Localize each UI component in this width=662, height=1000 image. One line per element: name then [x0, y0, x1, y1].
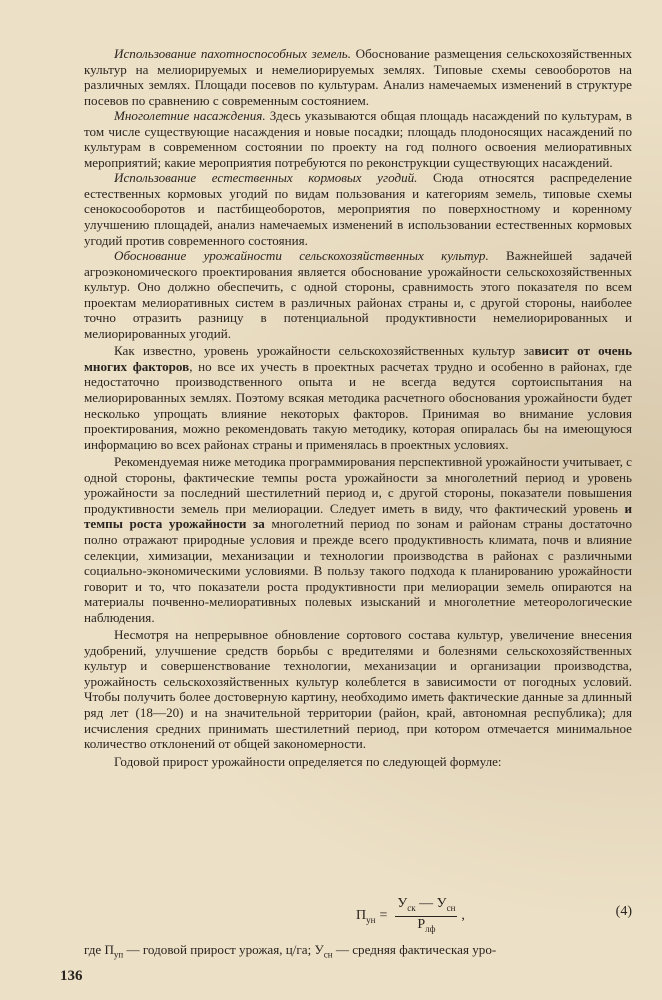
paragraph-body: Здесь указываются общая площадь насаждений по культурам, в том числе существующие насаждения и новые посадки; площадь плодоносящих насаждений по культурам в современном состоянии по проекту на год полного освоения мелиоративных мероприятий; какие мероприятия потребуются по реконструкции существующих насаждений.: [84, 108, 633, 170]
page-number: 136: [60, 968, 83, 984]
paragraph-body: многолетний период по зонам и районам страны достаточно полно отражают природные условия и прежде всего продуктивность климата, почв и влияние селекции, химизации, механизации и технологии производства в районах с различными социально-экономическими условиями. В пользу такого подхода к планированию урожайности говорит и то, что показатели роста продуктивности при мелиорации земель опираются на материалы почвенно-мелиоративных полевых изысканий и многолетние метеорологические наблюдения.: [84, 516, 632, 625]
paragraph-bold: висит от очень многих факторов: [84, 343, 632, 374]
paragraph-pre: Рекомендуемая ниже методика программирования перспективной урожайности учитывает, с одной стороны, фактические темпы роста урожайности за многолетний период и уровень урожайности за последний шестилетний период и, с другой стороны, показатели повышения продуктивности земель при мелиорации. Следует иметь в виду, что фактический уровень: [84, 454, 632, 516]
formula-comma: ,: [461, 908, 465, 924]
paragraph-body: Несмотря на непрерывное обновление сортового состава культур, увеличение внесения удобрений, улучшение средств борьбы с вредителями и болезнями сельскохозяйственных культур и совершенствование технологии, механизации и организации производства, урожайность сельскохозяйственных культур колеблется в зависимости от погодных условий. Чтобы получить более достоверную картину, необходимо иметь фактические данные за длинный ряд лет (18—20) и на значительной территории (район, край, автономная республика); для исчисления средних принимать шестилетний период, при котором отмечается минимальное количество отклонений от общей закономерности.: [84, 627, 632, 752]
paragraph-lead: Многолетние насаждения.: [114, 108, 266, 124]
paragraph-forage: [84, 170, 632, 248]
formula-equals: =: [379, 908, 388, 924]
paragraph-bold: и темпы роста урожайности за: [84, 500, 632, 532]
paragraph-body: Годовой прирост урожайности определяется по следующей формуле:: [114, 753, 502, 769]
body-text: [84, 46, 632, 769]
paragraph-pre: Как известно, уровень урожайности сельскохозяйственных культур за: [114, 343, 535, 359]
paragraph-yield-justification: [84, 248, 632, 341]
paragraph-formula-intro: [84, 754, 632, 770]
paragraph-body: Важнейшей задачей агроэкономического проектирования является обоснование урожайности сельскохозяйственных культур. Оно должно обеспечить, с одной стороны, сравнимость этого показателя по всем проектам мелиоративных систем в различных районах страны и, с другой стороны, наиболее точно отразить разницу в потенциальной продуктивности немелиорированных и мелиорированных угодий.: [84, 248, 633, 341]
formula-fraction: [395, 896, 457, 937]
equation-number: (4): [615, 904, 632, 919]
formula-expression: [356, 896, 465, 937]
paragraph-lead: Использование пахотноспособных земель.: [114, 46, 352, 61]
formula-denominator: $Р_{лф}$: [417, 916, 436, 934]
paragraph-lead: Использование естественных кормовых угодий.: [114, 170, 418, 186]
paragraph-factors: [84, 343, 632, 452]
formula-lhs: $П_{ун}$: [356, 907, 376, 925]
formula-numerator: $У_{ск}$ — $У_{сн}$: [395, 896, 457, 917]
paragraph-weather: [84, 627, 632, 751]
paragraph-lead: Обоснование урожайности сельскохозяйственных культур.: [114, 248, 489, 264]
paragraph-arable-land: [84, 46, 632, 108]
paragraph-body: Обоснование размещения сельскохозяйственных культур на мелиорируемых и немелиорируемых землях. Типовые схемы севооборотов на различных землях. Площади посевов по культурам. Анализ намечаемых изменений в структуре посевов по сравнению с современным состоянием.: [84, 46, 632, 108]
paragraph-methodology: [84, 454, 632, 625]
paragraph-perennial: [84, 108, 632, 170]
formula-4: [84, 884, 632, 934]
paragraph-body: Сюда относятся распределение естественных кормовых угодий по видам пользования и категориям земель, типовые схемы сенокосооборотов и пастбищеоборотов, мероприятия по поверхностному и коренному улучшению площадей, анализ намечаемых изменений в использовании естественных кормовых угодий против современного состояния.: [84, 170, 632, 248]
paragraph-body: , но все их учесть в проектных расчетах трудно и особенно в районах, где недостаточно производственного опыта и не всегда ведутся сортоиспытания на мелиорированных землях. Поэтому всякая методика расчетного обоснования урожайности будет несколько упрощать влияние некоторых факторов. Принимая во внимание условия проектирования, можно рекомендовать такую методику, которая опиралась бы на имеющуюся информацию во всех районах страны и применялась в проектных условиях.: [84, 358, 632, 452]
formula-legend-line: где $П_{уп}$ — годовой прирост урожая, ц/га; $У_{сн}$ — средняя фактическая уро-: [84, 942, 497, 960]
